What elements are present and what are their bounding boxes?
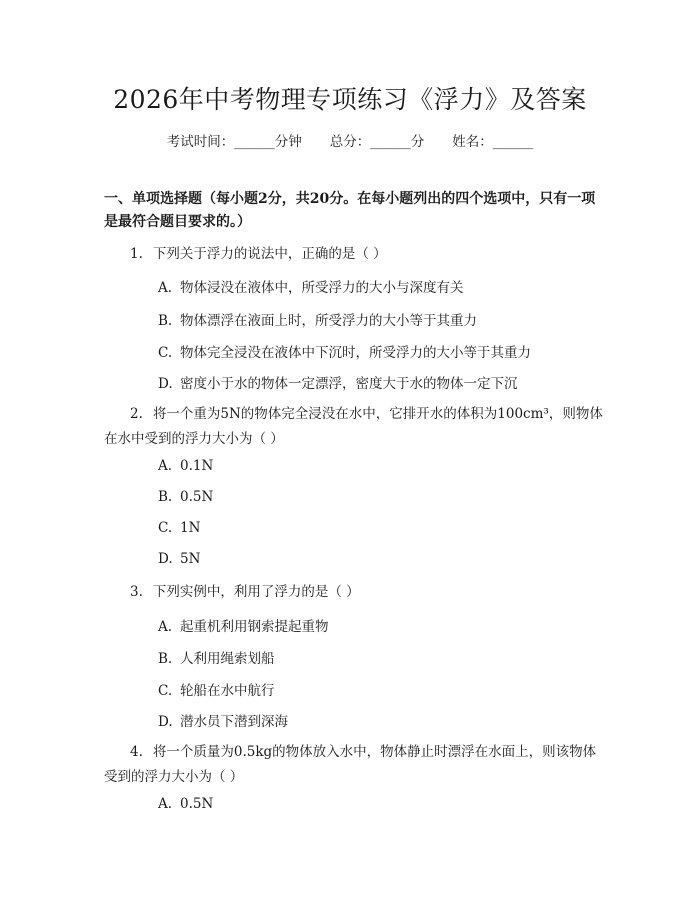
exam-info-line (0, 130, 700, 150)
page-title: 2026年中考物理专项练习《浮力》及答案 (113, 85, 587, 114)
option-text: 物体浸没在液体中，所受浮力的大小与深度有关 (180, 280, 464, 296)
option-label: B. (158, 489, 173, 505)
option-text: 密度小于水的物体一定漂浮，密度大于水的物体一定下沉 (180, 376, 518, 392)
question-2-option-d (158, 551, 200, 567)
question-text: 下列关于浮力的说法中，正确的是（ ） (152, 246, 387, 262)
option-text: 起重机利用钢索提起重物 (180, 619, 329, 635)
option-label: C. (158, 683, 173, 699)
option-text: 轮船在水中航行 (180, 683, 275, 699)
option-label: D. (158, 551, 173, 567)
option-label: C. (158, 520, 173, 536)
question-number: 1. (130, 246, 143, 262)
option-text: 人利用绳索划船 (180, 651, 275, 667)
question-text: 下列实例中，利用了浮力的是（ ） (152, 584, 360, 600)
question-number: 4. (130, 744, 143, 760)
option-label: C. (158, 345, 173, 361)
option-label: B. (158, 651, 173, 667)
question-3 (104, 580, 604, 605)
question-text: 将一个质量为0.5kg的物体放入水中，物体静止时漂浮在水面上，则该物体受到的浮力大小为（ ） (104, 744, 597, 785)
option-label: D. (158, 376, 173, 392)
option-text: 物体漂浮在液面上时，所受浮力的大小等于其重力 (180, 313, 477, 329)
question-1-option-c (158, 341, 531, 361)
question-2-option-b (158, 489, 213, 505)
option-label: A. (158, 796, 173, 812)
question-text: 将一个重为5N的物体完全浸没在水中，它排开水的体积为100cm³，则物体在水中受到的浮力大小为（ ） (104, 406, 603, 447)
question-4-option-a (158, 796, 213, 812)
question-2-option-c (158, 520, 200, 536)
option-label: B. (158, 313, 173, 329)
option-text: 0.1N (180, 458, 214, 474)
question-3-option-d (158, 710, 288, 730)
question-1 (104, 242, 604, 267)
student-name-field: 姓名：______ (452, 134, 534, 150)
option-label: A. (158, 458, 173, 474)
option-label: A. (158, 280, 173, 296)
question-1-option-a (158, 276, 464, 296)
question-2-option-a (158, 458, 213, 474)
option-text: 潜水员下潜到深海 (180, 714, 288, 730)
option-label: D. (158, 714, 173, 730)
question-3-option-a (158, 615, 329, 635)
question-3-option-c (158, 679, 275, 699)
question-number: 2. (130, 406, 143, 422)
question-3-option-b (158, 647, 275, 667)
option-text: 0.5N (180, 796, 214, 812)
exam-time-field: 考试时间：______分钟 (166, 134, 302, 150)
question-2 (104, 402, 604, 452)
question-1-option-b (158, 309, 477, 329)
section-heading: 一、单项选择题（每小题2分，共20分。在每小题列出的四个选项中，只有一项是最符合题目要求的。） (104, 191, 596, 230)
option-label: A. (158, 619, 173, 635)
option-text: 0.5N (180, 489, 214, 505)
question-4 (104, 740, 604, 790)
option-text: 物体完全浸没在液体中下沉时，所受浮力的大小等于其重力 (180, 345, 531, 361)
question-1-option-d (158, 372, 518, 392)
option-text: 5N (180, 551, 201, 567)
question-number: 3. (130, 584, 143, 600)
option-text: 1N (180, 520, 201, 536)
total-score-field: 总分：______分 (329, 134, 425, 150)
